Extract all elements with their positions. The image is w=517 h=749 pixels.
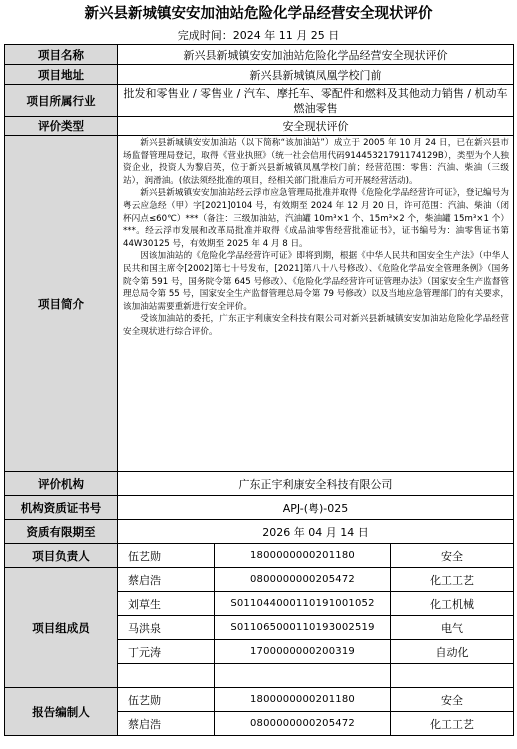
row-industry [5, 85, 514, 117]
person-name: 伍艺勋 [118, 544, 215, 568]
person-discipline: 化工机械 [391, 592, 514, 616]
person-cert-number: S011044000110191001052 [215, 592, 391, 616]
person-discipline: 自动化 [391, 640, 514, 664]
row-validity [5, 520, 514, 544]
validity-label: 资质有限期至 [5, 520, 118, 544]
agency-value: 广东正宇利康安全科技有限公司 [118, 472, 514, 496]
document-title: 新兴县新城镇安安加油站危险化学品经营安全现状评价 [84, 6, 433, 22]
person-cert-number: 0800000000205472 [215, 568, 391, 592]
personnel-row [5, 544, 514, 568]
row-project-intro [5, 136, 514, 472]
person-discipline: 化工工艺 [391, 712, 514, 736]
person-cert-number: 0800000000205472 [215, 712, 391, 736]
completion-date-value: 2024 年 11 月 25 日 [232, 29, 340, 42]
person-name [118, 664, 215, 688]
intro-paragraph: 因该加油站的《危险化学品经营许可证》即将到期，根据《中华人民共和国安全生产法》（中华人民共和国主席令[2002]第七十号发布，[2021]第八十八号修改）、《危险化学品安全管理条例》（国务院令第 591 号，国务院令第 645 号修改）、《危险化学品经营许可证管理办法》（国家安全生产监督管理总局令第 55 号，国家安全生产监督管理总局令第 79 号修改）以及当地应急管理部门的有关要求，该加油站需要重新进行安全评价。 [123, 251, 510, 312]
person-name: 丁元涛 [118, 640, 215, 664]
evaluation-info-table [4, 44, 514, 736]
personnel-row [5, 568, 514, 592]
person-name: 伍艺勋 [118, 688, 215, 712]
eval-type-label: 评价类型 [5, 117, 118, 136]
row-cert-no [5, 496, 514, 520]
project-intro-text [118, 136, 514, 472]
row-project-name [5, 45, 514, 65]
row-agency [5, 472, 514, 496]
intro-paragraph: 受该加油站的委托，广东正宇利康安全科技有限公司对新兴县新城镇安安加油站危险化学品经营安全现状进行综合评价。 [123, 314, 510, 337]
eval-type-value: 安全现状评价 [118, 117, 514, 136]
row-project-address [5, 65, 514, 85]
project-address-value: 新兴县新城镇凤凰学校门前 [118, 65, 514, 85]
leader-label: 项目负责人 [5, 544, 118, 568]
person-cert-number: S011065000110193002519 [215, 616, 391, 640]
members-label: 项目组成员 [5, 568, 118, 688]
person-discipline: 化工工艺 [391, 568, 514, 592]
person-cert-number: 1800000000201180 [215, 544, 391, 568]
industry-label: 项目所属行业 [5, 85, 118, 117]
person-cert-number [215, 664, 391, 688]
agency-label: 评价机构 [5, 472, 118, 496]
project-intro-label: 项目简介 [5, 136, 118, 472]
report-page [4, 0, 513, 736]
person-name: 刘草生 [118, 592, 215, 616]
personnel-row [5, 688, 514, 712]
validity-value: 2026 年 04 月 14 日 [118, 520, 514, 544]
person-name: 马洪泉 [118, 616, 215, 640]
intro-paragraph: 新兴县新城镇安安加油站（以下简称“该加油站”）成立于 2005 年 10 月 24 日，已在新兴县市场监督管理局登记，取得《营业执照》（统一社会信用代码91445321791174129B），类型为个人独资企业，投资人为黎启英，位于新兴县新城镇凤凰学校门前；经营范围：零售：汽油、柴油（三级站），润滑油。(依法须经批准的项目，经相关部门批准后方可开展经营活动)。 [123, 138, 510, 186]
compilers-label: 报告编制人 [5, 688, 118, 736]
project-name-label: 项目名称 [5, 45, 118, 65]
completion-date [4, 28, 513, 44]
person-discipline: 安全 [391, 544, 514, 568]
completion-date-label: 完成时间： [177, 29, 233, 42]
project-name-value: 新兴县新城镇安安加油站危险化学品经营安全现状评价 [118, 45, 514, 65]
person-cert-number: 1800000000201180 [215, 688, 391, 712]
person-name: 蔡启浩 [118, 712, 215, 736]
person-discipline: 电气 [391, 616, 514, 640]
intro-paragraph: 新兴县新城镇安安加油站经云浮市应急管理局批准并取得《危险化学品经营许可证》，登记编号为粤云应急经（甲）字[2021]0104 号，有效期至 2024 年 12 月 20 日，许可范围：汽油、柴油（闭杯闪点≤60℃）***（备注：三级加油站，汽油罐 10m³×1 个、15m³×2 个，柴油罐 15m³×1 个）***。经云浮市发展和改革局批准并取得《成品油零售经营批准证书》，证书编号为：油零售证书第 44W30125 号，有效期至 2025 年 4 月 8 日。 [123, 188, 510, 249]
industry-value: 批发和零售业 / 零售业 / 汽车、摩托车、零配件和燃料及其他动力销售 / 机动车燃油零售 [118, 85, 514, 117]
row-eval-type [5, 117, 514, 136]
person-discipline [391, 664, 514, 688]
person-name: 蔡启浩 [118, 568, 215, 592]
person-cert-number: 1700000000200319 [215, 640, 391, 664]
project-address-label: 项目地址 [5, 65, 118, 85]
cert-no-value: APJ-(粤)-025 [118, 496, 514, 520]
person-discipline: 安全 [391, 688, 514, 712]
cert-no-label: 机构资质证书号 [5, 496, 118, 520]
